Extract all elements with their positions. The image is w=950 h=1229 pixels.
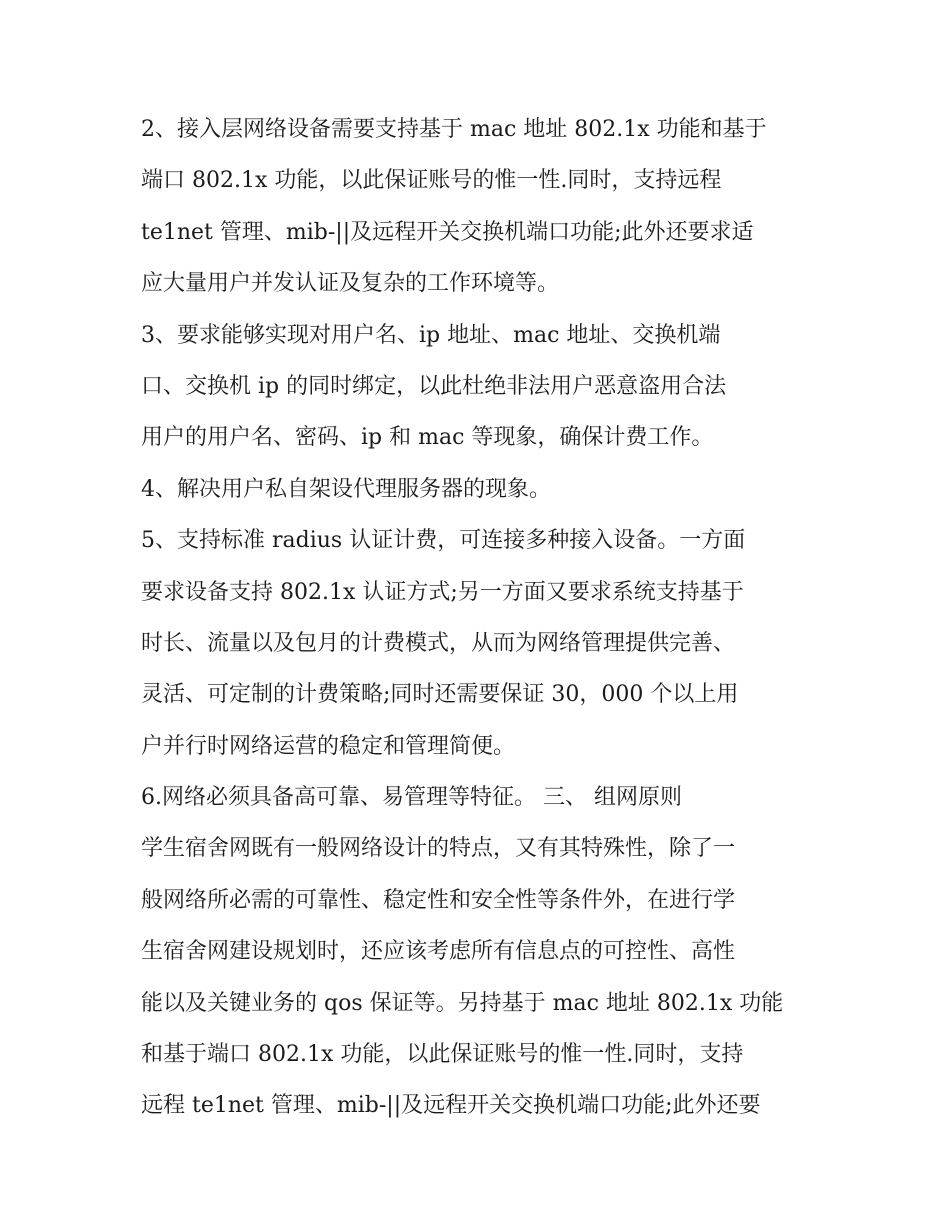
- text-line: 2、接入层网络设备需要支持基于 mac 地址 802.1x 功能和基于: [141, 117, 767, 142]
- text-line: 远程 te1net 管理、mib-||及远程开关交换机端口功能;此外还要: [141, 1093, 761, 1119]
- text-line: 口、交换机 ip 的同时绑定，以此杜绝非法用户恶意盗用合法: [141, 373, 727, 399]
- text-line: 般网络所必需的可靠性、稳定性和安全性等条件外，在进行学: [141, 887, 736, 913]
- text-line: 灵活、可定制的计费策略;同时还需要保证 30，000 个以上用: [141, 682, 739, 708]
- text-line: 和基于端口 802.1x 功能，以此保证账号的惟一性.同时，支持: [141, 1042, 744, 1068]
- text-line: 学生宿舍网既有一般网络设计的特点，又有其特殊性，除了一: [141, 836, 736, 862]
- text-line: 端口 802.1x 功能，以此保证账号的惟一性.同时，支持远程: [141, 168, 722, 194]
- text-line: 户并行时网络运营的稳定和管理简便。: [141, 733, 516, 759]
- text-line: 能以及关键业务的 qos 保证等。另持基于 mac 地址 802.1x 功能: [141, 990, 784, 1016]
- text-line: 用户的用户名、密码、ip 和 mac 等现象，确保计费工作。: [141, 425, 714, 451]
- text-line: te1net 管理、mib-||及远程开关交换机端口功能;此外还要求适: [141, 219, 754, 245]
- text-line: 时长、流量以及包月的计费模式，从而为网络管理提供完善、: [141, 630, 736, 656]
- body-text: [141, 104, 821, 1132]
- text-line: 4、解决用户私自架设代理服务器的现象。: [141, 476, 551, 502]
- text-line: 生宿舍网建设规划时，还应该考虑所有信息点的可控性、高性: [141, 939, 736, 965]
- text-line: 要求设备支持 802.1x 认证方式;另一方面又要求系统支持基于: [141, 579, 744, 605]
- text-line: 6.网络必须具备高可靠、易管理等特征。 三、 组网原则: [141, 785, 682, 811]
- text-line: 3、要求能够实现对用户名、ip 地址、mac 地址、交换机端: [141, 322, 721, 348]
- text-line: 应大量用户并发认证及复杂的工作环境等。: [141, 271, 560, 297]
- text-line: 5、支持标准 radius 认证计费，可连接多种接入设备。一方面: [141, 528, 746, 554]
